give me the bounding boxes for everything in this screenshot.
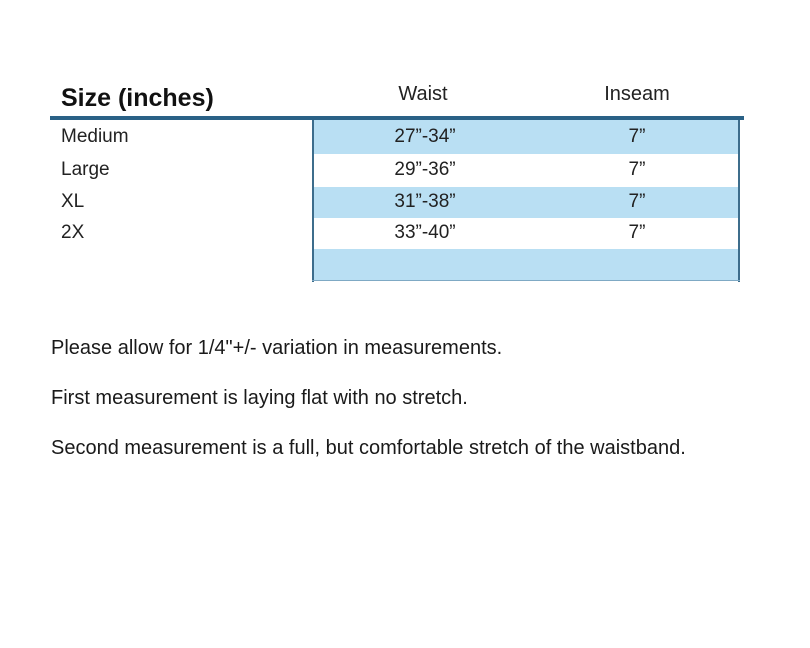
- inseam-value: 7”: [628, 222, 646, 243]
- size-chart-table: [50, 70, 744, 284]
- inseam-value: 7”: [628, 191, 646, 212]
- waist-value: 27”-34”: [394, 126, 456, 147]
- table-bottom-rule: [312, 280, 740, 281]
- note-second-measurement: Second measurement is a full, but comfortable stretch of the waistband.: [51, 437, 686, 459]
- header-size: Size (inches): [61, 83, 214, 112]
- table-row: [50, 154, 740, 185]
- waist-value: 29”-36”: [394, 159, 456, 180]
- inseam-value: 7”: [628, 159, 646, 180]
- measurement-notes: [51, 334, 810, 484]
- inseam-value: 7”: [628, 126, 646, 147]
- note-first-measurement: First measurement is laying flat with no stretch.: [51, 387, 468, 409]
- header-waist: Waist: [398, 82, 448, 105]
- waist-value: 31”-38”: [394, 191, 456, 212]
- size-label: 2X: [61, 222, 85, 243]
- size-label: XL: [61, 191, 85, 212]
- note-variation: Please allow for 1/4"+/- variation in measurements.: [51, 337, 503, 359]
- size-label: Large: [61, 159, 110, 180]
- table-row: [50, 186, 740, 217]
- table-row: [50, 121, 740, 152]
- header-inseam: Inseam: [604, 82, 670, 105]
- row-band-5: [314, 249, 738, 280]
- size-label: Medium: [61, 126, 129, 147]
- waist-value: 33”-40”: [394, 222, 456, 243]
- table-row: [50, 217, 740, 248]
